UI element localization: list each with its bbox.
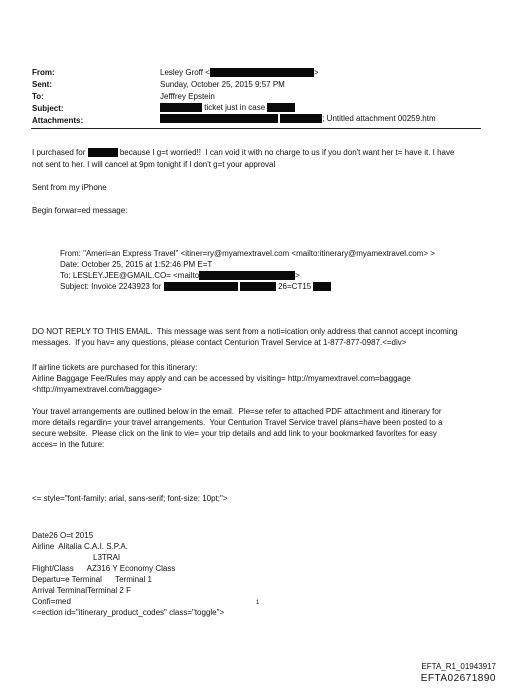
notice-line: DO NOT REPLY TO THIS EMAIL. This message was sent from a noti=ication only address that cannot accept incoming xyxy=(32,327,458,336)
fwd-to-tail: > xyxy=(295,271,300,280)
fwd-to xyxy=(60,270,300,282)
itinerary-status: Confi=med xyxy=(32,597,71,606)
bates-stamp-1: EFTA_R1_01943917 xyxy=(421,662,496,671)
to-value: Jefffrey Epstein xyxy=(160,92,215,101)
redaction-bar xyxy=(240,282,276,291)
begin-forwarded-line: Begin forwar=ed message: xyxy=(32,206,128,215)
redaction-bar xyxy=(313,282,331,291)
redaction-bar xyxy=(280,114,322,123)
attachments-text: ; Untitled attachment 00259.htm xyxy=(322,114,436,123)
redaction-bar xyxy=(199,271,295,280)
message-paragraph xyxy=(32,147,484,159)
redaction-bar xyxy=(210,68,314,77)
fwd-subject xyxy=(60,281,331,293)
fwd-date: Date: October 25, 2015 at 1:52:46 PM E=T xyxy=(60,260,213,269)
sent-label: Sent: xyxy=(32,80,52,89)
message-text: not sent to her. I will cancel at 9pm tonight if I don't g=t your approval xyxy=(32,160,276,169)
itinerary-flight: Flight/Class AZ316 Y Economy Class xyxy=(32,564,176,573)
sent-from-line: Sent from my iPhone xyxy=(32,183,107,192)
itinerary-departure: Departu=e Terminal Terminal 1 xyxy=(32,575,152,584)
itinerary-date: Date26 O=t 2015 xyxy=(32,531,94,540)
from-value xyxy=(160,68,319,77)
redaction-bar xyxy=(88,148,118,157)
itinerary-code: L3TRAI xyxy=(93,553,121,562)
section-artifact-line: <=ection id="itinerary_product_codes" class="toggle"> xyxy=(32,608,225,617)
bates-stamp-2: EFTA02671890 xyxy=(420,673,496,684)
message-text: I purchased for xyxy=(32,148,86,157)
subject-label: Subject: xyxy=(32,104,64,113)
airline-info-line: If airline tickets are purchased for this itinerary: xyxy=(32,363,198,372)
arrangements-line: Your travel arrangements are outlined below in the email. Ple=se refer to attached PDF attachment and itinerary for xyxy=(32,407,442,416)
redaction-bar xyxy=(160,114,278,123)
arrangements-line: acces= in the future: xyxy=(32,440,105,449)
fwd-subject-text: Subject: Invoice 2243923 for xyxy=(60,282,162,291)
page-number: 1 xyxy=(256,600,260,606)
message-text: because I g=t worried!! I can void it with no charge to us if you don't want her t= have it. I have xyxy=(119,148,455,157)
fwd-subject-tail: 26=CT15 xyxy=(278,282,312,291)
redaction-bar xyxy=(160,103,202,112)
style-artifact-line: <= style="font-family: arial, sans-serif; font-size: 10pt;"> xyxy=(32,494,228,503)
from-label: From: xyxy=(32,68,55,77)
attachments-value xyxy=(160,114,436,123)
itinerary-arrival: Arrival TerminalTerminal 2 F xyxy=(32,586,131,595)
redaction-bar xyxy=(164,282,238,291)
baggage-link[interactable]: <http://myamextravel.com/baggage> xyxy=(32,385,162,394)
airline-info-line: Airline Baggage Fee/Rules may apply and can be accessed by visiting= http://myamextravel.com=baggage xyxy=(32,374,411,383)
arrangements-line: more details regardin= your travel arrangements. Your Centurion Travel Service travel plans=have been posted to a xyxy=(32,418,443,427)
sent-value: Sunday, October 25, 2015 9:57 PM xyxy=(160,80,285,89)
from-tail: > xyxy=(313,68,319,77)
notice-line: messages. If you hav= any questions, please contact Centurion Travel Service at 1-877-877-0987.<=div> xyxy=(32,338,407,347)
redaction-bar xyxy=(267,103,295,112)
header-divider xyxy=(31,128,481,129)
attachments-label: Attachments: xyxy=(32,116,84,125)
fwd-from: From: "Ameri=an Express Travel" <itiner=ry@myamextravel.com <mailto:itinerary@myamextravel.com> > xyxy=(60,249,435,258)
subject-value xyxy=(160,103,295,112)
from-name: Lesley Groff < xyxy=(160,68,210,77)
fwd-to-text: To: LESLEY.JEE@GMAIL.CO= <mailto xyxy=(60,271,200,280)
itinerary-airline: Airline Alitalia C.A.I. S.P.A. xyxy=(32,542,128,551)
arrangements-line: secure website. Please click on the link to vie= your trip details and add link to your bookmarked favorites for easy xyxy=(32,429,437,438)
subject-text: ticket just in case xyxy=(204,103,266,112)
to-label: To: xyxy=(32,92,44,101)
